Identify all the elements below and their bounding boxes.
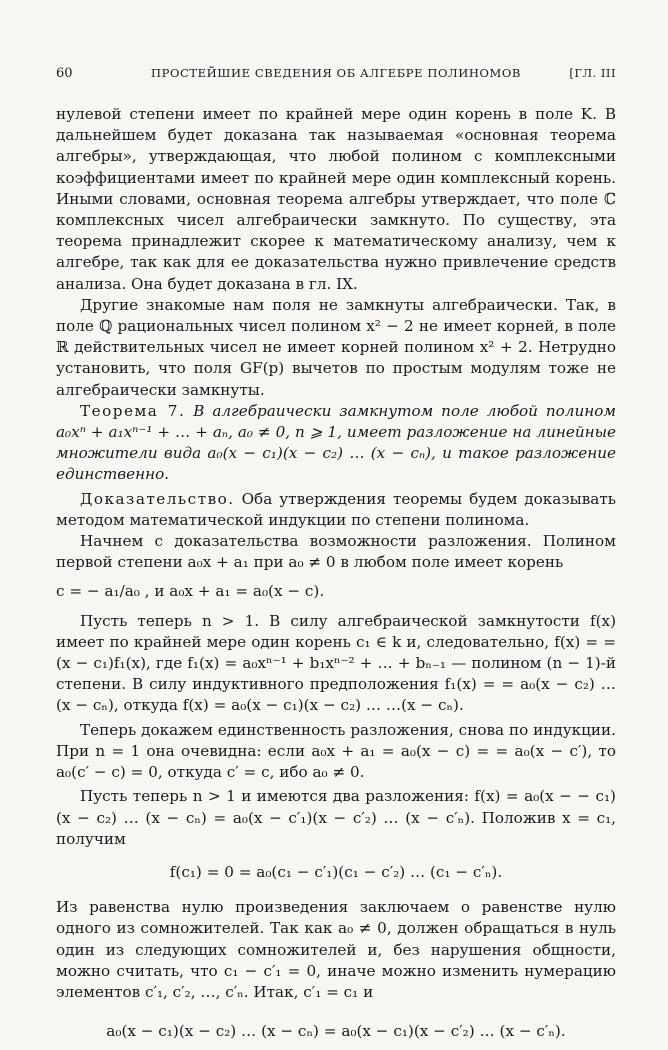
- paragraph: Пусть теперь n > 1 и имеются два разложения: f(x) = a₀(x − − c₁)(x − c₂) … (x − cₙ) = a₀(x − c′₁)(x − c′₂) … (x − c′ₙ). Положив x = c₁, получим: [56, 787, 616, 848]
- paragraph: нулевой степени имеет по крайней мере один корень в поле K. В дальнейшем будет доказана так называемая «основная теорема алгебры», утверждающая, что любой полином с комплексными коэффициентами имеет по крайней мере один комплексный корень. Иными словами, основная теорема алгебры утверждает, что поле ℂ комплексных чисел алгебраически замкнуто. По существу, эта теорема принадлежит скорее к математическому анализу, чем к алгебре, так как для ее доказательства нужно привлечение средств анализа. Она будет доказана в гл. IX.: [56, 105, 616, 293]
- formula: f(c₁) = 0 = a₀(c₁ − c′₁)(c₁ − c′₂) … (c₁ − c′ₙ).: [169, 862, 503, 881]
- paragraph: Пусть теперь n > 1. В силу алгебраической замкнутости f(x) имеет по крайней мере один корень c₁ ∈ k и, следовательно, f(x) = = (x − c₁)f₁(x), где f₁(x) = a₀xⁿ⁻¹ + b₁xⁿ⁻² + … + bₙ₋₁ — полином (n − 1)-й степени. В силу индуктивного предположения f₁(x) = = a₀(x − c₂) … (x − cₙ), откуда f(x) = a₀(x − c₁)(x − c₂) … …(x − cₙ).: [56, 611, 616, 715]
- chapter-label: [ГЛ. III: [569, 66, 616, 80]
- page-number: 60: [56, 66, 73, 81]
- proof-label: Доказательство.: [80, 489, 235, 508]
- running-title: ПРОСТЕЙШИЕ СВЕДЕНИЯ ОБ АЛГЕБРЕ ПОЛИНОМОВ: [151, 66, 521, 80]
- paragraph: Другие знакомые нам поля не замкнуты алгебраически. Так, в поле ℚ рациональных чисел полином x² − 2 не имеет корней, в поле ℝ действительных чисел не имеет корней полином x² + 2. Нетрудно установить, что поля GF(p) вычетов по простым модулям тоже не алгебраически замкнуты.: [56, 295, 616, 399]
- page-body: [56, 104, 616, 1050]
- theorem-label: Теорема 7.: [80, 401, 186, 420]
- formula: a₀(x − c₁)(x − c₂) … (x − cₙ) = a₀(x − c₁)(x − c′₂) … (x − c′ₙ).: [106, 1022, 566, 1041]
- proof-text: Оба утверждения теоремы будем доказывать методом математической индукции по степени полинома.: [56, 489, 616, 529]
- paragraph: Теперь докажем единственность разложения, снова по индукции. При n = 1 она очевидна: если a₀x + a₁ = a₀(x − c) = = a₀(x − c′), то a₀(c′ − c) = 0, откуда c′ = c, ибо a₀ ≠ 0.: [56, 720, 616, 782]
- theorem-text: В алгебраически замкнутом поле любой полином a₀xⁿ + a₁xⁿ⁻¹ + … + aₙ, a₀ ≠ 0, n ⩾ 1, имеет разложение на линейные множители вида a₀(x − c₁)(x − c₂) … (x − cₙ), и такое разложение единственно.: [56, 401, 616, 484]
- formula: c = − a₁/a₀ , и a₀x + a₁ = a₀(x − c).: [56, 582, 325, 601]
- proof: [56, 489, 616, 531]
- theorem: [56, 401, 616, 486]
- paragraph: Начнем с доказательства возможности разложения. Полином первой степени a₀x + a₁ при a₀ ≠ 0 в любом поле имеет корень: [56, 532, 616, 572]
- paragraph: Из равенства нулю произведения заключаем о равенстве нулю одного из сомножителей. Так как a₀ ≠ 0, должен обращаться в нуль один из следующих сомножителей и, без нарушения общности, можно считать, что c₁ − c′₁ = 0, иначе можно изменить нумерацию элементов c′₁, c′₂, …, c′ₙ. Итак, c′₁ = c₁ и: [56, 898, 616, 1001]
- page-header: [56, 66, 616, 86]
